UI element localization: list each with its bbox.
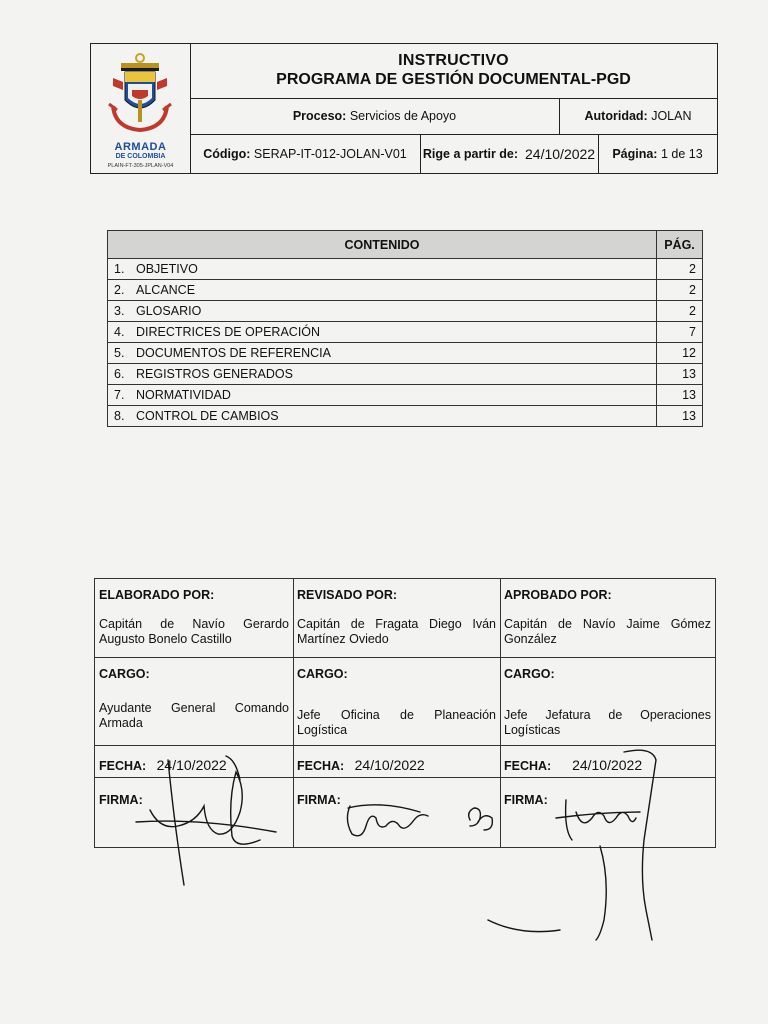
elaborado-date-value: 24/10/2022	[156, 757, 227, 773]
effective-date-value: 24/10/2022	[525, 145, 596, 162]
contents-item	[108, 259, 657, 280]
page-label: Página:	[612, 146, 658, 161]
contents-row	[108, 301, 703, 322]
contents-item-title: CONTROL DE CAMBIOS	[136, 409, 279, 423]
contents-row	[108, 364, 703, 385]
elaborado-date-label: FECHA:	[99, 759, 147, 773]
contents-row	[108, 322, 703, 343]
contents-item-number: 6.	[114, 367, 125, 381]
contents-item-number: 7.	[114, 388, 125, 402]
contents-item-number: 3.	[114, 304, 125, 318]
revisado-cargo: Jefe Oficina de Planeación Logística	[297, 708, 496, 737]
elaborado-column	[95, 579, 294, 847]
aprobado-cargo: Jefe Jefatura de Operaciones Logísticas	[504, 708, 711, 737]
contents-item-page: 2	[657, 301, 703, 322]
code-cell	[190, 134, 421, 173]
contents-header: CONTENIDO	[108, 231, 657, 259]
aprobado-date	[504, 757, 711, 773]
effective-date-cell	[420, 134, 599, 173]
contents-row	[108, 406, 703, 427]
contents-row	[108, 259, 703, 280]
document-title: PROGRAMA DE GESTIÓN DOCUMENTAL-PGD	[276, 71, 631, 88]
armada-de-colombia-emblem-icon	[91, 44, 190, 140]
contents-item-title: OBJETIVO	[136, 262, 198, 276]
contents-item-title: DIRECTRICES DE OPERACIÓN	[136, 325, 321, 339]
contents-item-page: 13	[657, 406, 703, 427]
elaborado-cargo: Ayudante General Comando Armada	[99, 701, 289, 730]
contents-item	[108, 343, 657, 364]
logo-cell	[91, 44, 191, 173]
contents-item-title: REGISTROS GENERADOS	[136, 367, 293, 381]
contents-row	[108, 280, 703, 301]
process-value: Servicios de Apoyo	[349, 109, 457, 123]
page-number-cell	[598, 134, 717, 173]
contents-body	[108, 259, 703, 427]
authority-value: JOLAN	[651, 109, 692, 123]
contents-item-page: 12	[657, 343, 703, 364]
logo-text-colombia: DE COLOMBIA	[115, 153, 166, 160]
contents-item-title: DOCUMENTOS DE REFERENCIA	[136, 346, 331, 360]
process-label: Proceso:	[292, 109, 347, 123]
page-value: 1 de 13	[660, 146, 703, 161]
process-cell	[190, 98, 560, 134]
logo-text-armada: ARMADA	[114, 141, 167, 153]
contents-item	[108, 364, 657, 385]
aprobado-column	[500, 579, 715, 847]
contents-item-number: 2.	[114, 283, 125, 297]
contents-item	[108, 322, 657, 343]
process-row	[190, 98, 717, 135]
contents-item-page: 13	[657, 364, 703, 385]
contents-item	[108, 280, 657, 301]
contents-table	[107, 230, 703, 427]
contents-row	[108, 385, 703, 406]
elaborado-signature-label: FIRMA:	[99, 793, 143, 807]
authority-label: Autoridad:	[584, 109, 648, 123]
revisado-label: REVISADO POR:	[297, 588, 398, 602]
aprobado-date-label: FECHA:	[504, 759, 552, 773]
form-code: PLAIN-FT-305-JPLAN-V04	[107, 163, 174, 169]
elaborado-date	[99, 757, 289, 773]
document-type: INSTRUCTIVO	[398, 52, 509, 69]
contents-header-row	[108, 231, 703, 259]
revisado-column	[293, 579, 501, 847]
revisado-date-value: 24/10/2022	[354, 757, 425, 773]
elaborado-name: Capitán de Navío Gerardo Augusto Bonelo Castillo	[99, 617, 289, 646]
title-cell	[190, 44, 717, 99]
contents-item-number: 4.	[114, 325, 125, 339]
page-header: PÁG.	[657, 231, 703, 259]
contents-item	[108, 385, 657, 406]
elaborado-label: ELABORADO POR:	[99, 588, 215, 602]
revisado-signature-label: FIRMA:	[297, 793, 341, 807]
contents-item-title: NORMATIVIDAD	[136, 388, 231, 402]
revisado-cargo-label: CARGO:	[297, 667, 348, 681]
contents-item-number: 5.	[114, 346, 125, 360]
aprobado-date-value: 24/10/2022	[572, 757, 643, 773]
contents-item-page: 2	[657, 280, 703, 301]
revisado-date-label: FECHA:	[297, 759, 345, 773]
aprobado-cargo-label: CARGO:	[504, 667, 555, 681]
contents-item-number: 8.	[114, 409, 125, 423]
revisado-name: Capitán de Fragata Diego Iván Martínez Oviedo	[297, 617, 496, 646]
elaborado-cargo-label: CARGO:	[99, 667, 150, 681]
authority-cell	[559, 98, 717, 134]
aprobado-label: APROBADO POR:	[504, 588, 612, 602]
code-value: SERAP-IT-012-JOLAN-V01	[253, 146, 407, 161]
contents-item-page: 13	[657, 385, 703, 406]
approval-table	[94, 578, 716, 848]
contents-item	[108, 406, 657, 427]
contents-item-page: 7	[657, 322, 703, 343]
contents-item-page: 2	[657, 259, 703, 280]
code-row	[190, 134, 717, 173]
revisado-date	[297, 757, 496, 773]
contents-item	[108, 301, 657, 322]
effective-date-label: Rige a partir de:	[422, 146, 519, 161]
aprobado-name: Capitán de Navío Jaime Gómez González	[504, 617, 711, 646]
contents-item-title: ALCANCE	[136, 283, 196, 297]
aprobado-signature-label: FIRMA:	[504, 793, 548, 807]
code-label: Código:	[203, 146, 251, 161]
contents-item-title: GLOSARIO	[136, 304, 202, 318]
contents-row	[108, 343, 703, 364]
contents-item-number: 1.	[114, 262, 125, 276]
document-header	[90, 43, 718, 174]
